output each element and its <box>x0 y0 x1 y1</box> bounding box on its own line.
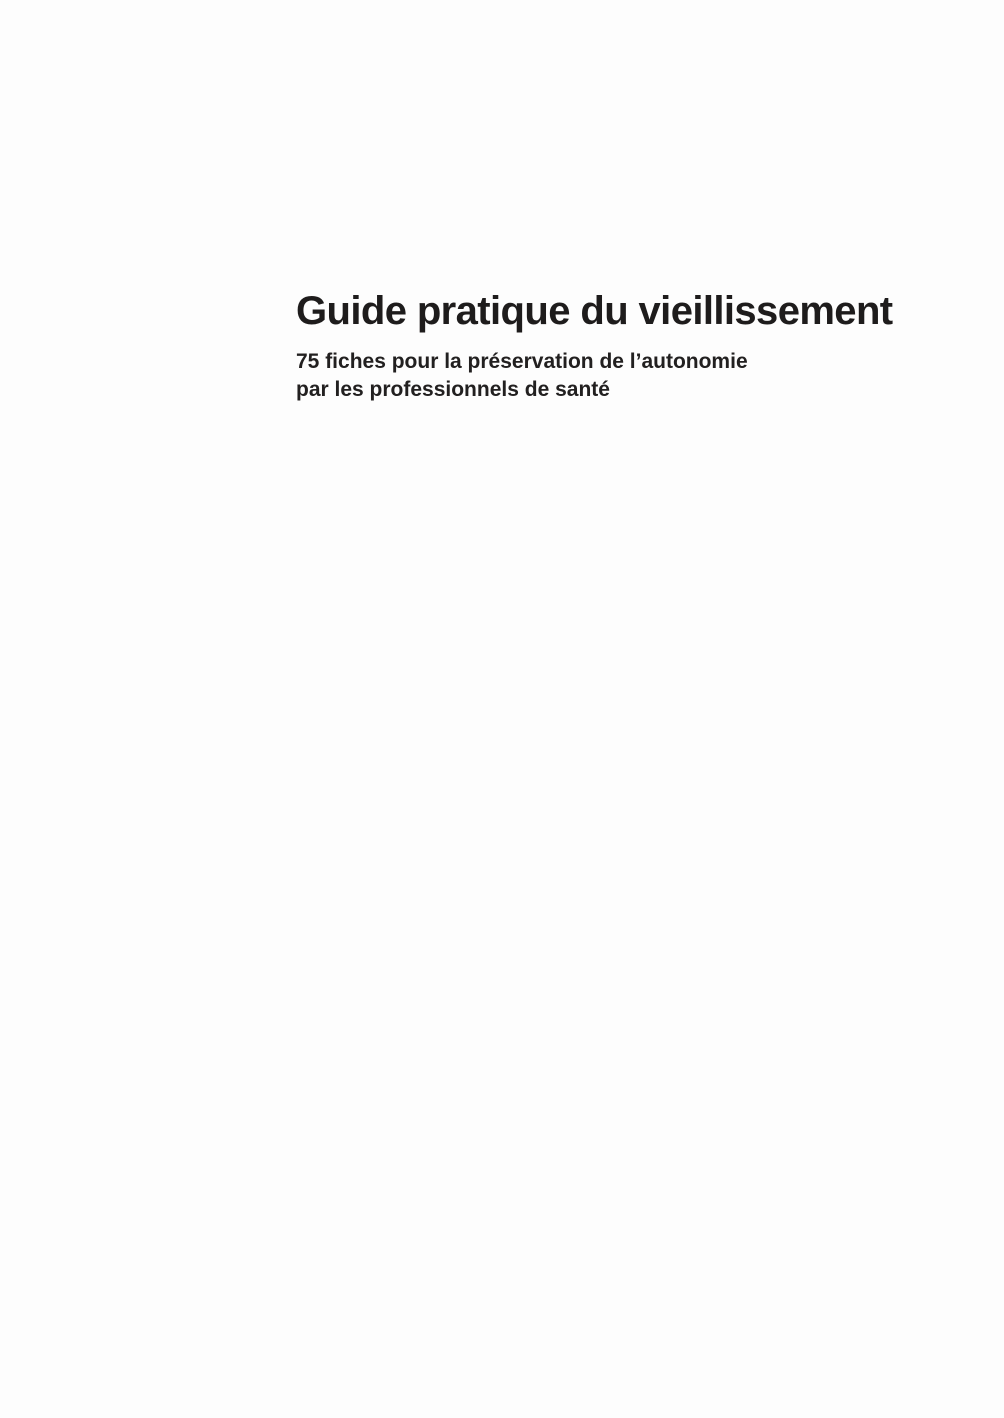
subtitle-line-1: 75 fiches pour la préservation de l’autonomie <box>296 350 748 373</box>
page-title: Guide pratique du vieillissement <box>296 289 893 333</box>
title-block <box>296 286 976 404</box>
subtitle-line-2: par les professionnels de santé <box>296 378 610 401</box>
subtitle <box>296 348 976 404</box>
